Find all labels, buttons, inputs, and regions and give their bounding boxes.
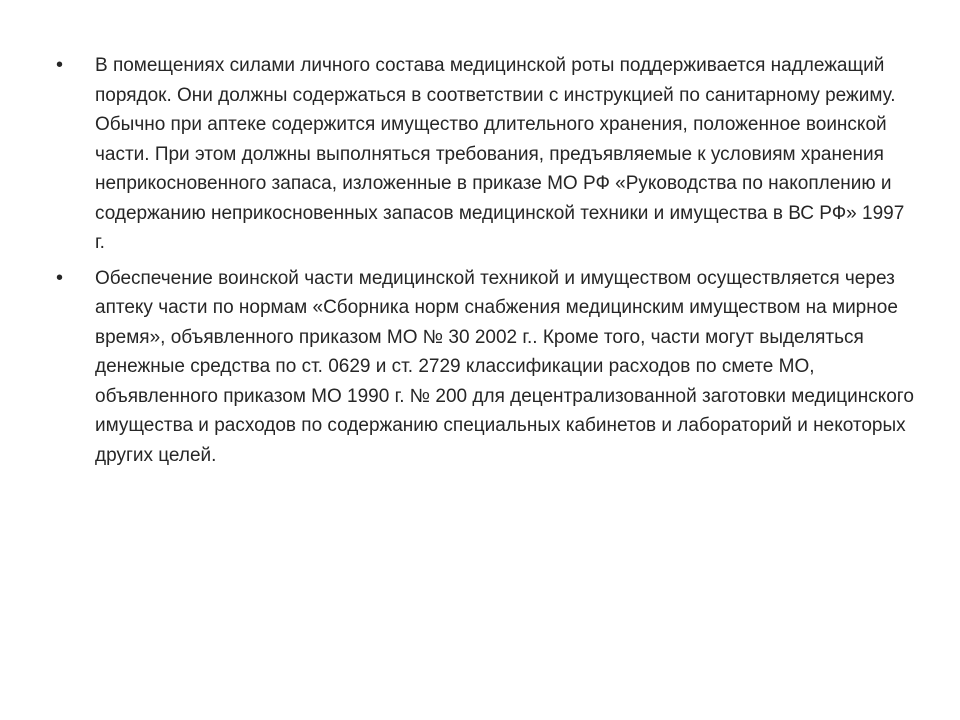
bullet-item-supply-provision bbox=[56, 264, 916, 471]
bullet-item-storage-order bbox=[56, 51, 916, 258]
bullet-text: Обеспечение воинской части медицинской техникой и имуществом осуществляется через аптеку части по нормам «Сборника норм снабжения медицинским имуществом на мирное время», объявленного приказом МО № 30 2002 г.. Кроме того, части могут выделяться денежные средства по ст. 0629 и ст. 2729 классификации расходов по смете МО, объявленного приказом МО 1990 г. № 200 для децентрализованной заготовки медицинского имущества и расходов по содержанию специальных кабинетов и лабораторий и некоторых других целей. bbox=[95, 267, 914, 466]
bullet-list bbox=[56, 51, 916, 476]
bullet-marker: • bbox=[56, 54, 64, 76]
bullet-text: В помещениях силами личного состава медицинской роты поддерживается надлежащий порядок. Они должны содержаться в соответствии с инструкцией по санитарному режиму. Обычно при аптеке содержится имущество длительного хранения, положенное воинской части. При этом должны выполняться требования, предъявляемые к условиям хранения неприкосновенного запаса, изложенные в приказе МО РФ «Руководства по накоплению и содержанию неприкосновенных запасов медицинской техники и имущества в ВС РФ» 1997 г. bbox=[95, 55, 905, 253]
bullet-marker: • bbox=[56, 266, 64, 289]
